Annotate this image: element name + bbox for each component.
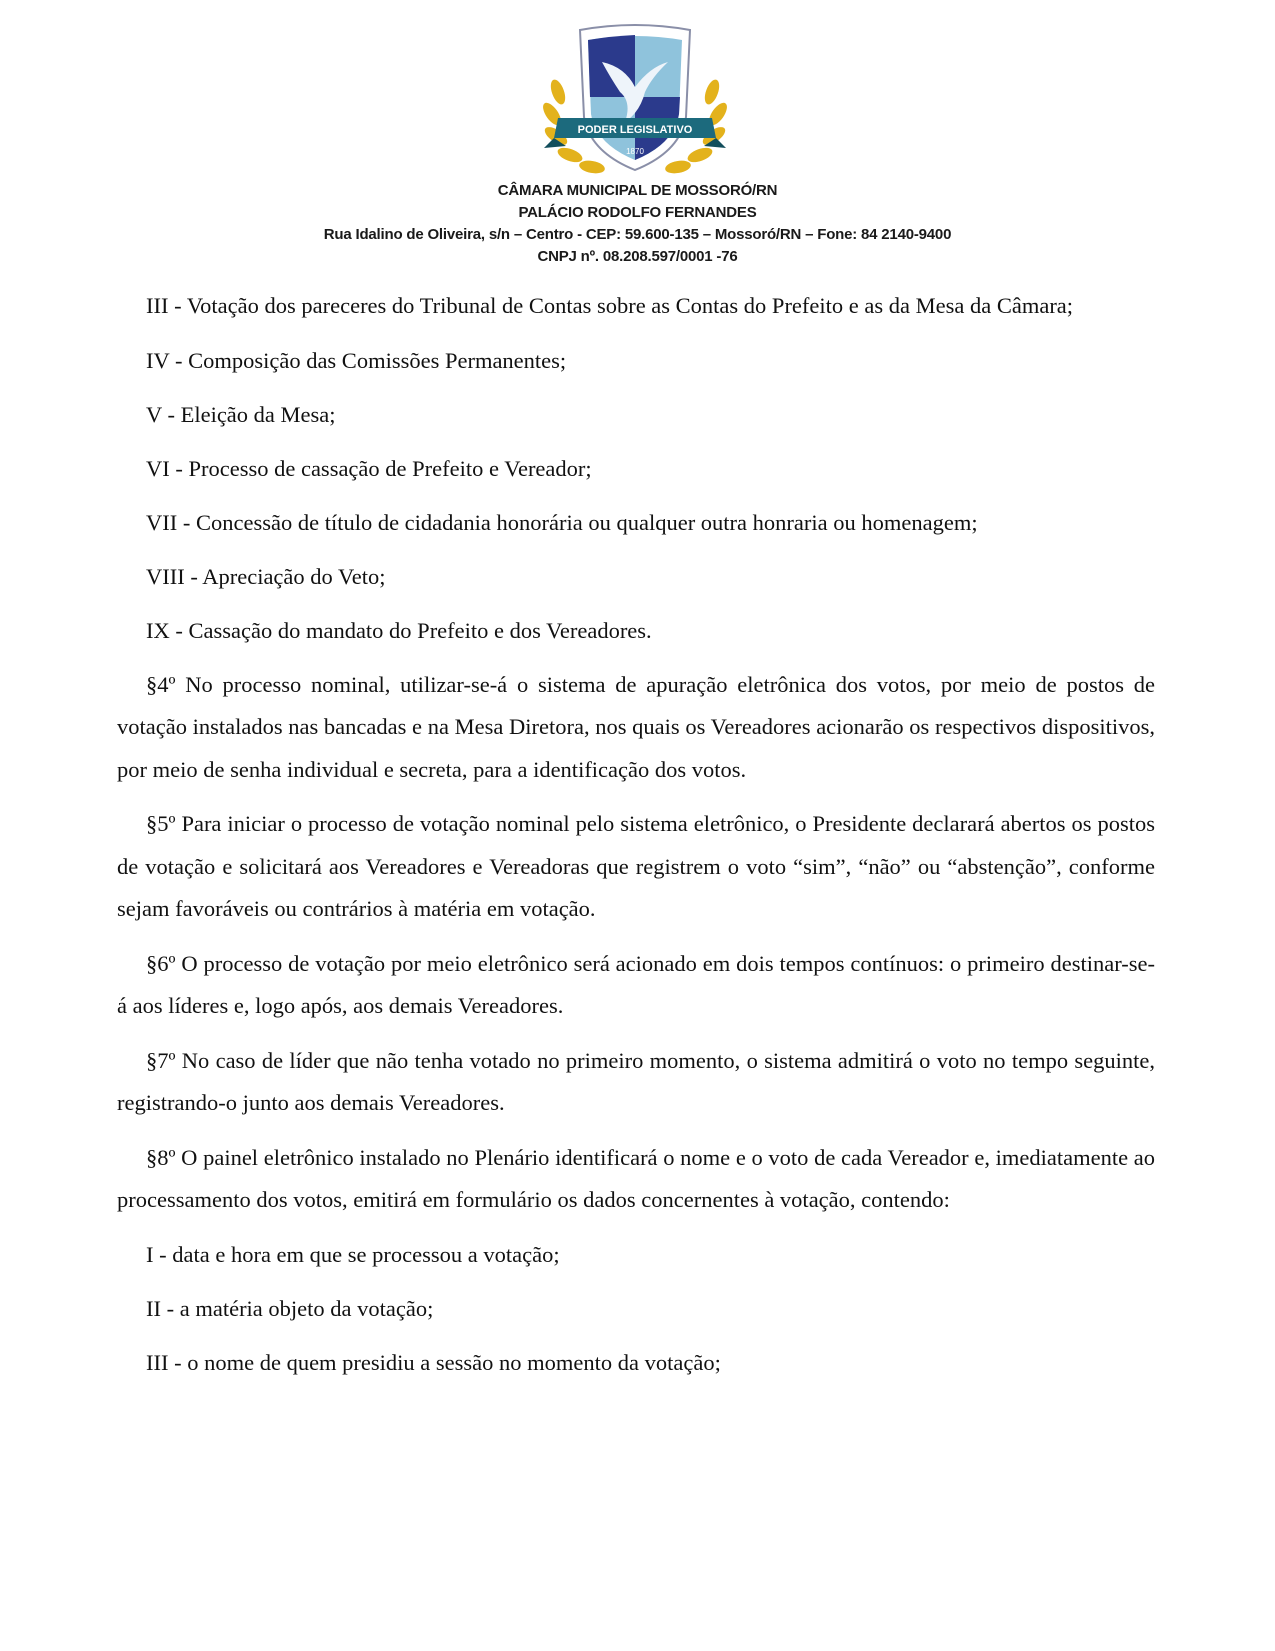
svg-text:PODER LEGISLATIVO: PODER LEGISLATIVO <box>577 124 693 136</box>
paragraph-section-4: §4º No processo nominal, utilizar-se-á o sistema de apuração eletrônica dos votos, por meio de postos de votação instalados nas bancadas e na Mesa Diretora, nos quais os Vereadores acionarão os respectivos dispositivos, por meio de senha individual e secreta, para a identificação dos votos. <box>117 671 1155 782</box>
building-name: PALÁCIO RODOLFO FERNANDES <box>518 204 757 221</box>
paragraph-section-6: §6º O processo de votação por meio eletrônico será acionado em dois tempos contínuos: o primeiro destinar-se-á aos líderes e, logo após, aos demais Vereadores. <box>117 950 1155 1018</box>
paragraph-section-7: §7º No caso de líder que não tenha votado no primeiro momento, o sistema admitirá o voto no tempo seguinte, registrando-o junto aos demais Vereadores. <box>117 1047 1155 1115</box>
svg-text:1870: 1870 <box>626 147 644 156</box>
paragraph-item-iv: IV - Composição das Comissões Permanentes; <box>146 347 567 373</box>
paragraph-section-5: §5º Para iniciar o processo de votação nominal pelo sistema eletrônico, o Presidente declarará abertos os postos de votação e solicitará aos Vereadores e Vereadoras que registrem o voto “sim”, “não” ou “abstenção”, conforme sejam favoráveis ou contrários à matéria em votação. <box>117 811 1155 921</box>
paragraph-item-viii: VIII - Apreciação do Veto; <box>146 563 386 589</box>
paragraph-item-iii: III - Votação dos pareceres do Tribunal de Contas sobre as Contas do Prefeito e as da Mesa da Câmara; <box>146 293 1074 318</box>
paragraph-subitem-i: I - data e hora em que se processou a votação; <box>146 1241 560 1267</box>
paragraph-section-8: §8º O painel eletrônico instalado no Plenário identificará o nome e o voto de cada Vereador e, imediatamente ao processamento dos votos, emitirá em formulário os dados concernentes à votação, contendo: <box>117 1144 1155 1212</box>
document-body <box>117 285 1155 1396</box>
paragraph-item-vii: VII - Concessão de título de cidadania honorária ou qualquer outra honraria ou homenagem; <box>146 509 978 535</box>
institution-name: CÂMARA MUNICIPAL DE MOSSORÓ/RN <box>497 182 778 199</box>
cnpj-line: CNPJ nº. 08.208.597/0001 -76 <box>537 248 738 265</box>
paragraph-item-ix: IX - Cassação do mandato do Prefeito e dos Vereadores. <box>146 617 652 643</box>
paragraph-item-vi: VI - Processo de cassação de Prefeito e Vereador; <box>146 455 592 481</box>
paragraph-subitem-iii: III - o nome de quem presidiu a sessão no momento da votação; <box>146 1349 721 1375</box>
paragraph-item-v: V - Eleição da Mesa; <box>146 401 336 427</box>
paragraph-subitem-ii: II - a matéria objeto da votação; <box>146 1295 434 1321</box>
coat-of-arms-dove-shield-icon <box>540 22 730 177</box>
address-line: Rua Idalino de Oliveira, s/n – Centro - CEP: 59.600-135 – Mossoró/RN – Fone: 84 2140-9400 <box>323 226 952 243</box>
